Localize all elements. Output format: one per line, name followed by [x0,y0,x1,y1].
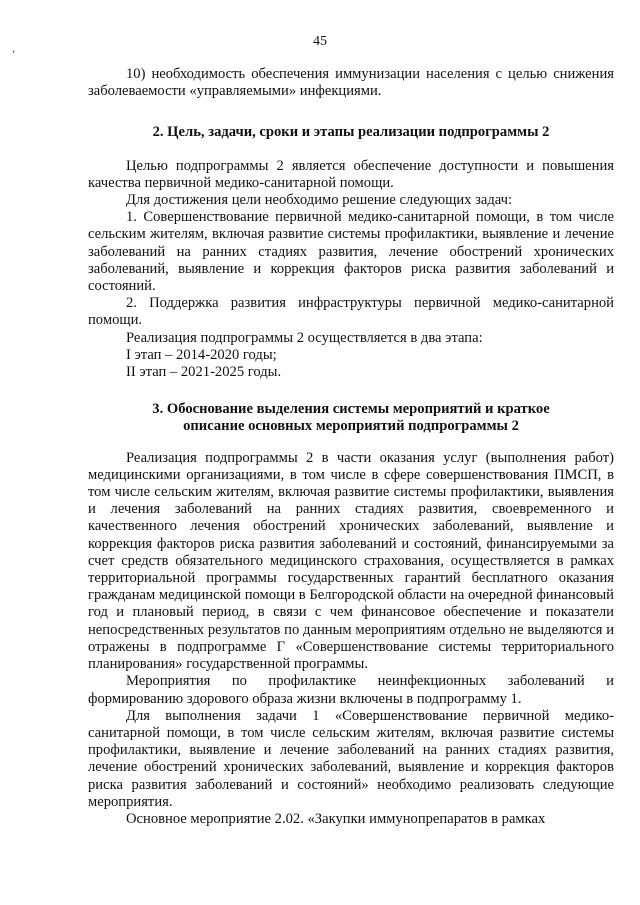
paragraph-task-2: 2. Поддержка развития инфраструктуры первичной медико-санитарной помощи. [88,295,614,329]
paragraph-prevention: Мероприятия по профилактике неинфекционных заболеваний и формированию здорового образа жизни включены в подпрограмму 1. [88,673,614,707]
paragraph-main-measure-2-02: Основное мероприятие 2.02. «Закупки иммунопрепаратов в рамках [126,810,546,827]
paragraph-goal: Целью подпрограммы 2 является обеспечение доступности и повышения качества первичной медико-санитарной помощи. [88,157,614,191]
section-heading-3: 3. Обоснование выделения системы мероприятий и краткое описание основных мероприятий подпрограммы 2 [152,401,550,435]
paragraph-tasks-intro: Для достижения цели необходимо решение следующих задач: [126,192,513,209]
document-body [88,66,614,828]
paragraph-immunization-item: 10) необходимость обеспечения иммунизации населения с целью снижения заболеваемости «управляемыми» инфекциями. [88,66,614,100]
paragraph-task-1-measures: Для выполнения задачи 1 «Совершенствование первичной медико-санитарной помощи, в том числе сельским жителям, включая развитие системы профилактики, выявление и лечение заболеваний на ранних стадиях развития, лечение обострений хронических заболеваний, выявление и коррекция факторов риска развития заболеваний и состояний» необходимо реализовать следующие мероприятия. [88,707,614,810]
paragraph-stages-intro: Реализация подпрограммы 2 осуществляется в два этапа: [126,329,483,346]
paragraph-stage-2: II этап – 2021-2025 годы. [126,364,282,381]
margin-mark: , [12,40,16,55]
paragraph-implementation: Реализация подпрограммы 2 в части оказания услуг (выполнения работ) медицинскими организациями, в том числе в сфере совершенствования ПМСП, в том числе сельским жителям, включая развитие системы профилактики, выявления и лечения заболеваний на ранних стадиях развития, своевременного и качественного лечения обострений хронических заболеваний, выявление и коррекция факторов риска развития заболеваний и состояний, финансируемыми за счет средств обязательного медицинского страхования, осуществляется в рамках территориальной программы государственных гарантий бесплатного оказания гражданам медицинской помощи в Белгородской области на очередной финансовый год и плановый период, в связи с чем финансовое обеспечение и показатели непосредственных результатов по данным мероприятиям отдельно не выделяются и отражены в подпрограмме Г «Совершенствование системы территориального планирования» государственной программы. [88,449,614,673]
paragraph-stage-1: I этап – 2014-2020 годы; [126,346,277,363]
section-heading-2: 2. Цель, задачи, сроки и этапы реализации подпрограммы 2 [152,124,550,141]
paragraph-task-1: 1. Совершенствование первичной медико-санитарной помощи, в том числе сельским жителям, включая развитие системы профилактики, выявление и лечение заболеваний на ранних стадиях развития, лечение обострений хронических заболеваний, выявление и коррекция факторов риска развития заболеваний и состояний. [88,209,614,295]
page-number: 45 [313,34,327,49]
